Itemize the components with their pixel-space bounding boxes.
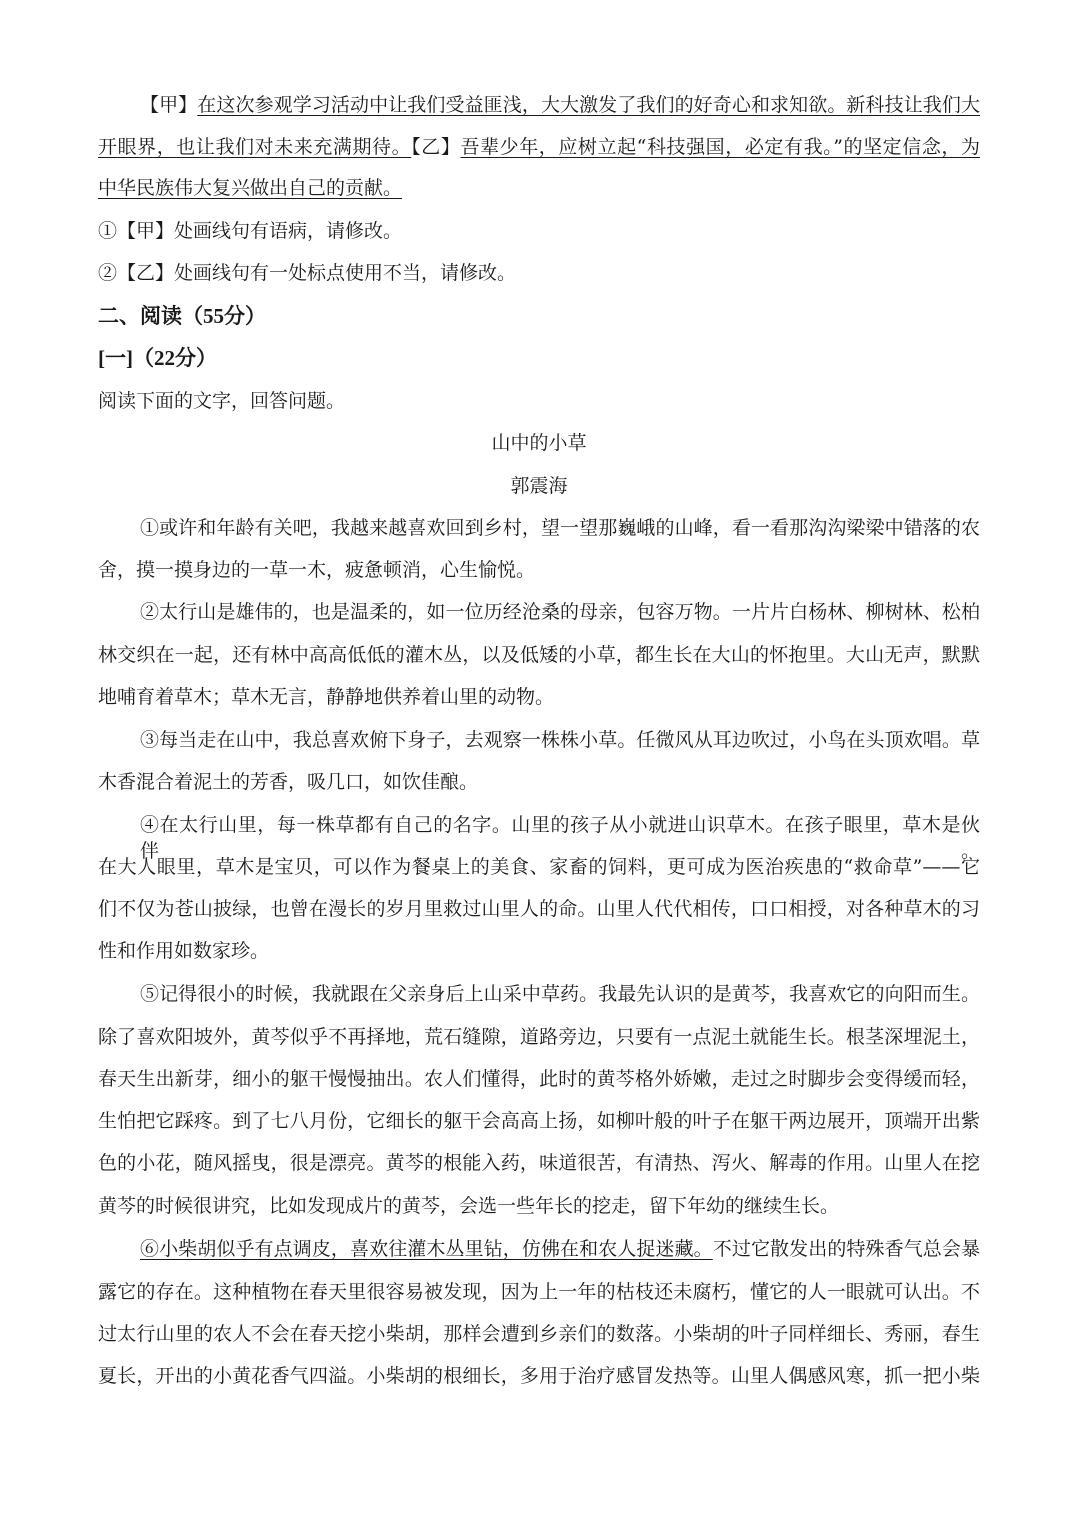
underlined-sentence-jia: 在这次参观学习活动中让我们受益匪浅，大大激发了我们的好奇心和求知欲。新科技让我们大: [197, 94, 980, 116]
jia-marker: 【甲】: [140, 94, 198, 116]
paragraph-line: 舍，摸一摸身边的一草一木，疲惫顿消，心生愉悦。: [98, 559, 536, 581]
yi-marker: 【乙】: [411, 136, 461, 158]
paragraph-line: 除了喜欢阳坡外，黄芩似乎不再择地，荒石缝隙，道路旁边，只要有一点泥土就能生长。根茎深埋泥土，: [98, 1026, 980, 1048]
paragraph-line: [140, 1236, 980, 1262]
paragraph-line: 春天生出新芽，细小的躯干慢慢抽出。农人们懂得，此时的黄芩格外娇嫩，走过之时脚步会变得缓而轻，: [98, 1068, 980, 1090]
paragraph-line: ①或许和年龄有关吧，我越来越喜欢回到乡村，望一望那巍峨的山峰，看一看那沟沟梁梁中错落的农: [140, 517, 980, 539]
article-author: 郭震海: [510, 475, 568, 497]
underlined-sentence-yi: 吾辈少年，应树立起“科技强国，必定有我。”的坚定信念，为: [460, 136, 980, 158]
paragraph-line: 生怕把它踩疼。到了七八月份，它细长的躯干会高高上扬，如柳叶般的叶子在躯干两边展开，顶端开出紫: [98, 1110, 980, 1132]
underlined-text: 中华民族伟大复兴做出自己的贡献。: [98, 177, 403, 199]
question-1: ①【甲】处画线句有语病，请修改。: [98, 220, 403, 242]
paragraph-text: 不过它散发出的特殊香气总会暴: [712, 1238, 980, 1260]
paragraph-line: 夏长，开出的小黄花香气四溢。小柴胡的根细长，多用于治疗感冒发热等。山里人偶感风寒，抓一把小柴: [98, 1365, 980, 1387]
paragraph-line: 露它的存在。这种植物在春天里很容易被发现，因为上一年的枯枝还未腐朽，懂它的人一眼就可认出。不: [98, 1281, 980, 1303]
paragraph-line: 林交织在一起，还有林中高高低低的灌木丛，以及低矮的小草，都生长在大山的怀抱里。大山无声，默默: [98, 644, 980, 666]
section-title: 二、阅读（55分）: [98, 304, 266, 328]
underlined-text: 开眼界，也让我们对未来充满期待。: [98, 136, 412, 158]
question-2: ②【乙】处画线句有一处标点使用不当，请修改。: [98, 262, 517, 284]
passage-line: [140, 92, 980, 118]
paragraph-line: ②太行山是雄伟的，也是温柔的，如一位历经沧桑的母亲，包容万物。一片片白杨林、柳树林、松柏: [140, 601, 980, 623]
paragraph-line: 性和作用如数家珍。: [98, 940, 270, 962]
paragraph-line: 黄芩的时候很讲究，比如发现成片的黄芩，会选一些年长的挖走，留下年幼的继续生长。: [98, 1195, 840, 1217]
underlined-sentence: ⑥小柴胡似乎有点调皮，喜欢往灌木丛里钻，仿佛在和农人捉迷藏。: [140, 1238, 713, 1260]
instruction: 阅读下面的文字，回答问题。: [98, 390, 346, 412]
paragraph-line: 过太行山里的农人不会在春天挖小柴胡，那样会遭到乡亲们的数落。小柴胡的叶子同样细长、秀丽，春生: [98, 1323, 980, 1345]
section-subtitle: [一]（22分）: [98, 346, 217, 370]
paragraph-line: 木香混合着泥土的芳香，吸几口，如饮佳酿。: [98, 771, 479, 793]
passage-line: [98, 175, 980, 201]
paragraph-line: 在大人眼里，草木是宝贝，可以作为餐桌上的美食、家畜的饲料，更可成为医治疾患的“救命草”——它: [98, 856, 980, 878]
article-title: 山中的小草: [491, 432, 587, 454]
paragraph-line: ⑤记得很小的时候，我就跟在父亲身后上山采中草药。我最先认识的是黄芩，我喜欢它的向阳而生。: [140, 983, 980, 1005]
paragraph-line: 地哺育着草木；草木无言，静静地供养着山里的动物。: [98, 686, 555, 708]
paragraph-line: ③每当走在山中，我总喜欢俯下身子，去观察一株株小草。任微风从耳边吹过，小鸟在头顶欢唱。草: [140, 729, 980, 751]
paragraph-line: ④在太行山里，每一株草都有自己的名字。山里的孩子从小就进山识草木。在孩子眼里，草木是伙伴。: [140, 814, 980, 862]
paragraph-line: 们不仅为苍山披绿，也曾在漫长的岁月里救过山里人的命。山里人代代相传，口口相授，对各种草木的习: [98, 898, 980, 920]
paragraph-line: 色的小花，随风摇曳，很是漂亮。黄芩的根能入药，味道很苦，有清热、泻火、解毒的作用。山里人在挖: [98, 1152, 980, 1174]
passage-line: [98, 134, 980, 160]
